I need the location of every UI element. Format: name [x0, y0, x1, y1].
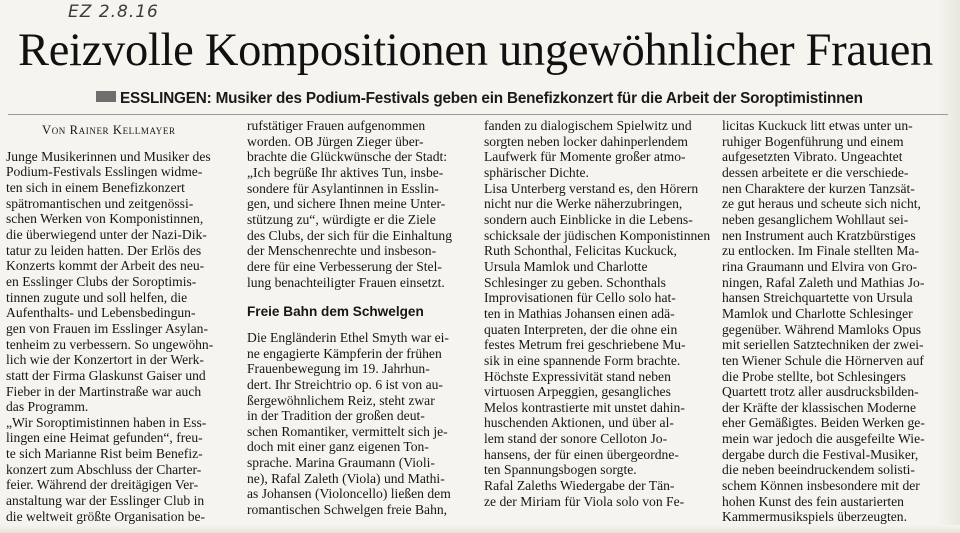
subhead-place: ESSLINGEN: — [120, 90, 212, 107]
subhead-text: Musiker des Podium-Festivals geben ein Benefizkonzert für die Arbeit der Soroptimistinnen — [215, 90, 863, 107]
text-line: Schlesinger zu geben. Schonthals — [484, 274, 666, 290]
article-column-3 — [484, 118, 716, 509]
text-line: sik in eine spannende Form brachte. — [484, 352, 681, 368]
text-line: Quartett trotz aller ausdrucksbilden- — [722, 384, 919, 400]
text-line: schen Werken von Komponistinnen, — [6, 211, 204, 227]
column-2-body-a — [247, 118, 479, 290]
text-line: Frauenbewegung im 19. Jahrhun- — [247, 361, 430, 377]
text-line: der Menschenrechte und insbeson- — [247, 243, 437, 259]
text-line: lingen eine Heimat gefunden“, freu- — [6, 430, 203, 446]
text-line: as Johansen (Violoncello) ließen dem — [247, 486, 451, 502]
text-line: doch mit einer ganz eigenen Ton- — [247, 439, 429, 455]
text-line: dergabe durch die Festival-Musiker, — [722, 446, 919, 462]
text-line: „Ich begrüße Ihr aktives Tun, insbe- — [247, 164, 444, 180]
text-line: huschenden Aktionen, und über al- — [484, 415, 674, 431]
text-line: ten Spannungsbogen sorgte. — [484, 462, 637, 478]
subheadline — [96, 89, 946, 109]
text-line: ne), Rafal Zaleth (Viola) und Mathi- — [247, 470, 445, 486]
text-line: die Probe stellte, bot Schlesingers — [722, 368, 906, 384]
text-line: lich wie der Konzertort in der Werk- — [6, 352, 204, 368]
text-line: zu entlocken. Im Finale stellten Ma- — [722, 243, 920, 259]
text-line: sphärischer Dichte. — [484, 164, 589, 180]
text-line: dere für eine Verbesserung der Stel- — [247, 258, 442, 274]
text-line: sorgten neben locker dahinperlendem — [484, 133, 688, 149]
text-line: worden. OB Jürgen Zieger über- — [247, 133, 424, 149]
text-line: ze gut heraus und scheute sich nicht, — [722, 196, 921, 212]
text-line: Rafal Zaleths Wiedergabe der Tän- — [484, 478, 675, 494]
text-line: ßergewöhnlichem Reiz, steht zwar — [247, 392, 435, 408]
text-line: festes Metrum frei geschriebene Mu- — [484, 337, 686, 353]
article-column-2 — [247, 118, 479, 518]
article-column-4 — [722, 118, 942, 525]
text-line: Lisa Unterberg verstand es, den Hörern — [484, 180, 699, 196]
subhead-marker-bar — [96, 91, 116, 102]
text-line: ten Wiener Schule die Hörnerven auf — [722, 352, 924, 368]
text-line: konzert zum Abschluss der Charter- — [6, 461, 202, 477]
text-line: des Clubs, der sich für die Einhaltung — [247, 227, 453, 243]
text-line: Ruth Schonthal, Felicitas Kuckuck, — [484, 243, 677, 259]
text-line: dessen arbeitete er die verschiede- — [722, 164, 909, 180]
text-line: Mamlok und Charlotte Schlesinger — [722, 305, 913, 321]
text-line: sprache. Marina Graumann (Violi- — [247, 455, 435, 471]
separator-line — [8, 114, 948, 115]
text-line: die weltweit größte Organisation be- — [6, 508, 206, 524]
text-line: das Programm. — [6, 399, 89, 415]
text-line: schen Romantiker, vermittelt sich je- — [247, 423, 448, 439]
text-line: in der Tradition der großen deut- — [247, 408, 425, 424]
text-line: Kammermusikspiels überzeugten. — [722, 509, 907, 525]
text-line: spätromantischen und zeitgenössi- — [6, 195, 194, 211]
text-line: tenheim zu verbessern. So ungewöhn- — [6, 336, 214, 352]
text-line: ze der Miriam für Viola solo von Fe- — [484, 493, 685, 509]
text-line: stützung zu“, würdigte er die Ziele — [247, 211, 436, 227]
text-line: Melos kontrastierte mit unstet dahin- — [484, 399, 685, 415]
text-line: die überwiegend unter der Nazi-Dik- — [6, 226, 207, 242]
text-line: te sich Marianne Rist beim Benefiz- — [6, 446, 203, 462]
text-line: nicht nur die Werke näherzubringen, — [484, 196, 683, 212]
text-line: schicksale der jüdischen Komponistinnen — [484, 227, 711, 243]
text-line: der Kräfte der klassischen Moderne — [722, 399, 917, 415]
text-line: „Wir Soroptimistinnen haben in Ess- — [6, 414, 207, 430]
text-line: rufstätiger Frauen aufgenommen — [247, 118, 426, 133]
text-line: ne engagierte Kämpferin der frühen — [247, 345, 442, 361]
text-line: lem stand der sonore Celloton Jo- — [484, 431, 668, 447]
text-line: Die Engländerin Ethel Smyth war ei- — [247, 329, 449, 345]
text-line: Höchste Expressivität stand neben — [484, 368, 671, 384]
text-line: feier. Während der dreitägigen Ver- — [6, 477, 199, 493]
text-line: Aufenthalts- und Lebensbedingun- — [6, 305, 196, 321]
text-line: nen Instrument auch Kratzbürstiges — [722, 227, 916, 243]
text-line: Laufwerk für Momente großer atmo- — [484, 149, 686, 165]
text-line: eher Gemäßigtes. Beiden Werken ge- — [722, 415, 925, 431]
text-line: hansen Streichquartette von Ursula — [722, 290, 913, 306]
text-line: tatur zu leiden hatten. Der Erlös des — [6, 242, 202, 258]
text-line: Improvisationen für Cello solo hat- — [484, 290, 676, 306]
column-1-body — [6, 149, 242, 525]
text-line: en Esslinger Clubs der Soroptimis- — [6, 273, 197, 289]
section-subtitle: Freie Bahn dem Schwelgen — [247, 304, 424, 320]
handwritten-date-note: EZ 2.8.16 — [68, 2, 159, 22]
text-line: aufgesetzten Vibrato. Ungeachtet — [722, 149, 903, 165]
text-line: Ursula Mamlok und Charlotte — [484, 258, 648, 274]
text-line: anstaltung war der Esslinger Club in — [6, 493, 205, 509]
text-line: nen Charaktere der kurzen Tanzsät- — [722, 180, 915, 196]
text-line: ruhiger Bogenführung und einem — [722, 133, 904, 149]
text-line: hansens, der für einen übergeordne- — [484, 446, 679, 462]
paper-bottom-edge — [0, 525, 960, 533]
article-column-1 — [6, 118, 242, 524]
text-line: ten sich in einem Benefizkonzert — [6, 179, 185, 195]
text-line: virtuosen Arpeggien, gesangliches — [484, 384, 671, 400]
text-line: quaten Interpreten, der die ohne ein — [484, 321, 678, 337]
text-line: gen, und sichere Ihnen meine Unter- — [247, 196, 446, 212]
column-4-body — [722, 118, 942, 525]
text-line: romantischen Schwelgen freie Bahn, — [247, 502, 448, 518]
text-line: fanden zu dialogischem Spielwitz und — [484, 118, 692, 133]
text-line: die neben beeindruckendem solisti- — [722, 462, 915, 478]
text-line: lung benachteiligter Frauen einsetzt. — [247, 274, 445, 290]
column-2-body-b — [247, 330, 479, 518]
text-line: gegenüber. Während Mamloks Opus — [722, 321, 922, 337]
text-line: sondern auch Einblicke in die Lebens- — [484, 211, 693, 227]
text-line: statt der Firma Glaskunst Gaiser und — [6, 367, 206, 383]
text-line: ningen, Rafal Zaleth und Mathias Jo- — [722, 274, 925, 290]
text-line: mein war jedoch die ausgefeilte Wie- — [722, 431, 925, 447]
text-line: ten in Mathias Johansen einen adä- — [484, 305, 675, 321]
text-line: rina Graumann und Elvira von Gro- — [722, 258, 918, 274]
text-line: gen von Frauen im Esslinger Asylan- — [6, 320, 208, 336]
text-line: licitas Kuckuck litt etwas unter un- — [722, 118, 913, 133]
headline: Reizvolle Kompositionen ungewöhnlicher Frauen — [18, 25, 934, 76]
text-line: dert. Ihr Streichtrio op. 6 ist von au- — [247, 376, 443, 392]
text-line: mit seriellen Satztechniken der zwei- — [722, 337, 924, 353]
text-line: Junge Musikerinnen und Musiker des — [6, 148, 211, 164]
text-line: brachte die Glückwünsche der Stadt: — [247, 149, 448, 165]
text-line: sondere für Asylantinnen in Esslin- — [247, 180, 439, 196]
author-byline: Von Rainer Kellmayer — [42, 123, 176, 137]
text-line: Podium-Festivals Esslingen widme- — [6, 164, 203, 180]
text-line: Konzerts kommt der Arbeit des neu- — [6, 258, 205, 274]
column-3-body — [484, 118, 716, 509]
text-line: schem Können insbesondere mit der — [722, 478, 920, 494]
text-line: neben gesanglichem Wohllaut sei- — [722, 211, 909, 227]
text-line: hohen Kunst des fein austarierten — [722, 493, 904, 509]
text-line: Fieber in der Martinstraße war auch — [6, 383, 202, 399]
text-line: tinnen zugute und soll helfen, die — [6, 289, 188, 305]
